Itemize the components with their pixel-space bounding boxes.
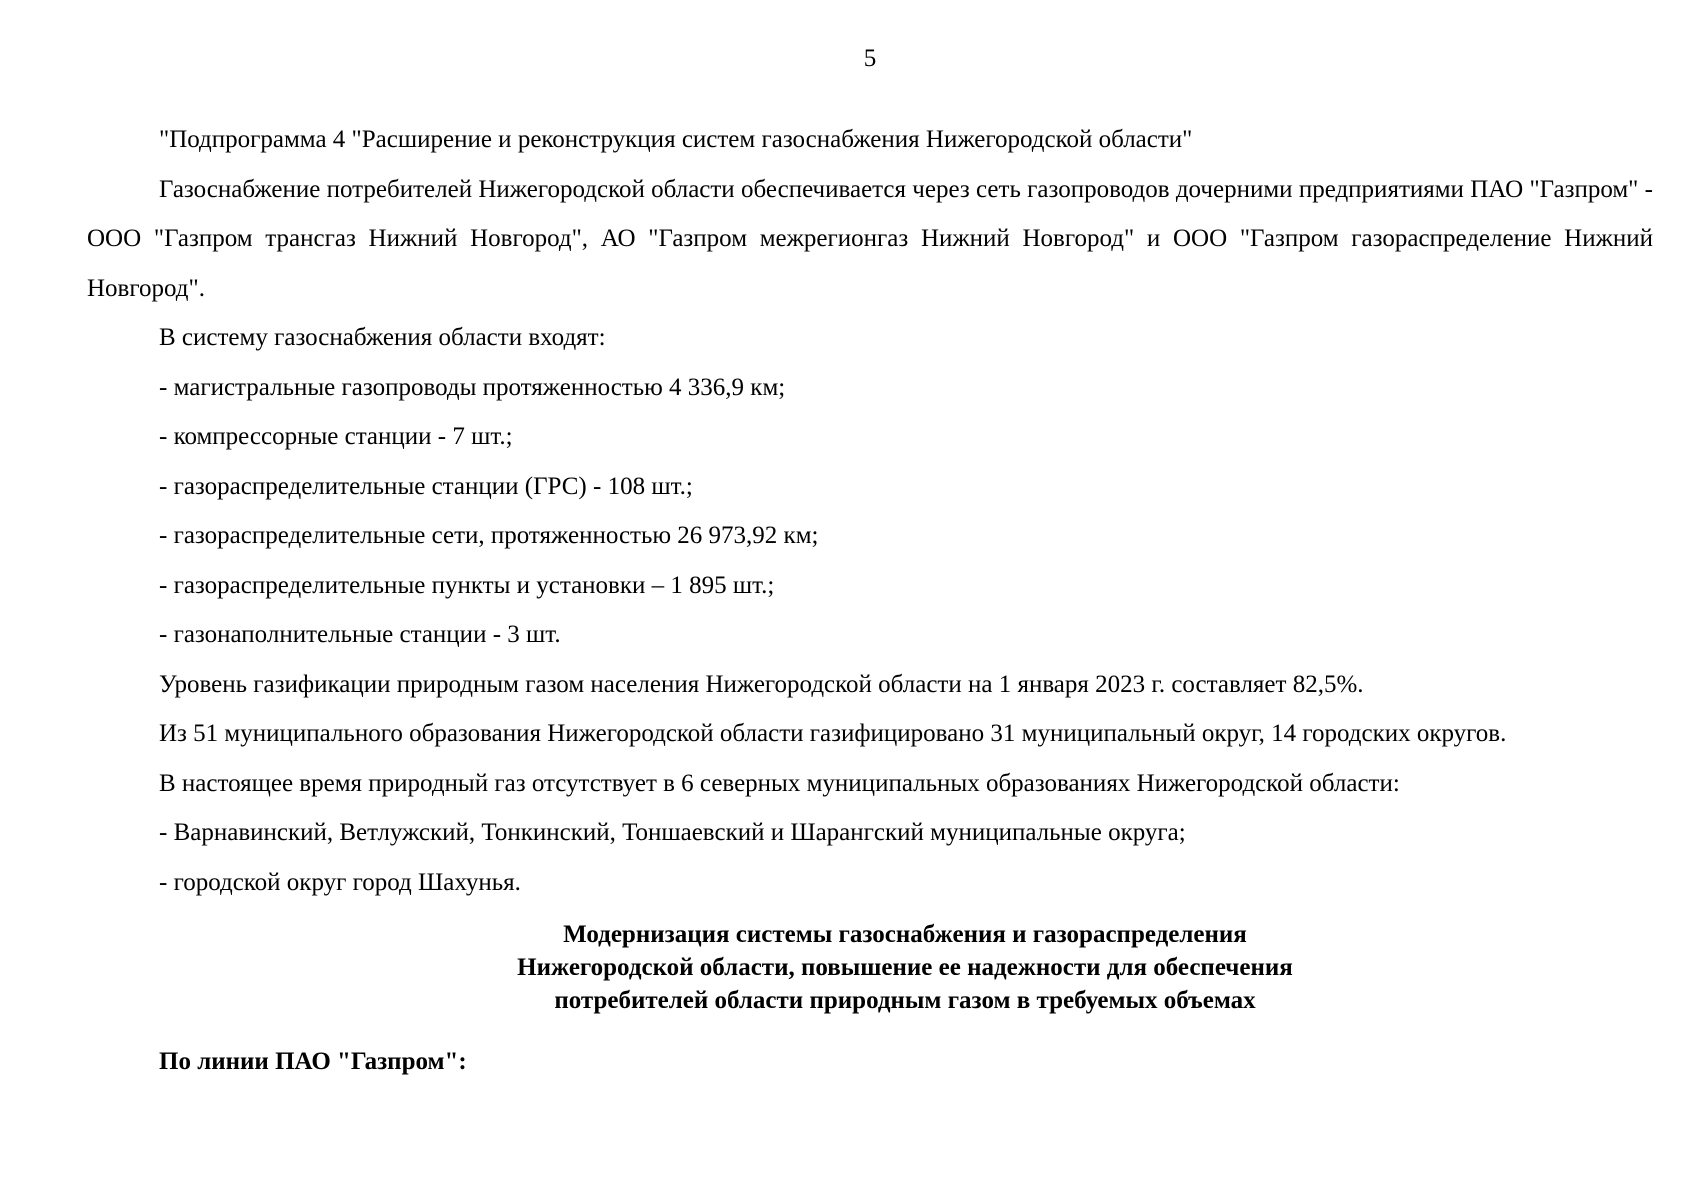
no-gas-paragraph: В настоящее время природный газ отсутствует в 6 северных муниципальных образованиях Нижегородской области: (159, 769, 1400, 797)
system-includes-paragraph: В систему газоснабжения области входят: (159, 324, 606, 351)
section-heading-line: Нижегородской области, повышение ее надежности для обеспечения (517, 954, 1293, 981)
intro-paragraph: Газоснабжение потребителей Нижегородской области обеспечивается через сеть газопроводов дочерними предприятиями ПАО "Газпром" - ООО "Газпром трансгаз Нижний Новгород", АО "Газпром межрегионгаз Нижний Новгород" и ООО "Газпром газораспределение Нижний Новгород". (87, 175, 1653, 302)
section-heading-line: Модернизация системы газоснабжения и газораспределения (563, 921, 1247, 948)
subheading-gazprom: По линии ПАО "Газпром": (159, 1048, 467, 1075)
list-item: - газораспределительные станции (ГРС) - 108 шт.; (159, 472, 693, 500)
gasification-level-paragraph: Уровень газификации природным газом населения Нижегородской области на 1 января 2023 г. составляет 82,5%. (159, 670, 1364, 698)
subprogram-title: "Подпрограмма 4 "Расширение и реконструкция систем газоснабжения Нижегородской области" (159, 126, 1193, 153)
list-item: - магистральные газопроводы протяженностью 4 336,9 км; (159, 373, 786, 401)
municipalities-paragraph: Из 51 муниципального образования Нижегородской области газифицировано 31 муниципальный округ, 14 городских округов. (159, 720, 1507, 747)
list-item: - Варнавинский, Ветлужский, Тонкинский, Тоншаевский и Шарангский муниципальные округа; (159, 819, 1186, 846)
list-item: - газораспределительные сети, протяженностью 26 973,92 км; (159, 522, 819, 549)
section-heading-line: потребителей области природным газом в требуемых объемах (554, 987, 1256, 1014)
page-number: 5 (863, 45, 877, 72)
list-item: - городской округ город Шахунья. (159, 868, 521, 896)
document-body (87, 115, 1653, 1078)
list-item: - газораспределительные пункты и установки – 1 895 шт.; (159, 571, 775, 599)
list-item: - компрессорные станции - 7 шт.; (159, 423, 513, 450)
list-item: - газонаполнительные станции - 3 шт. (159, 621, 561, 648)
section-heading (87, 918, 1653, 1017)
